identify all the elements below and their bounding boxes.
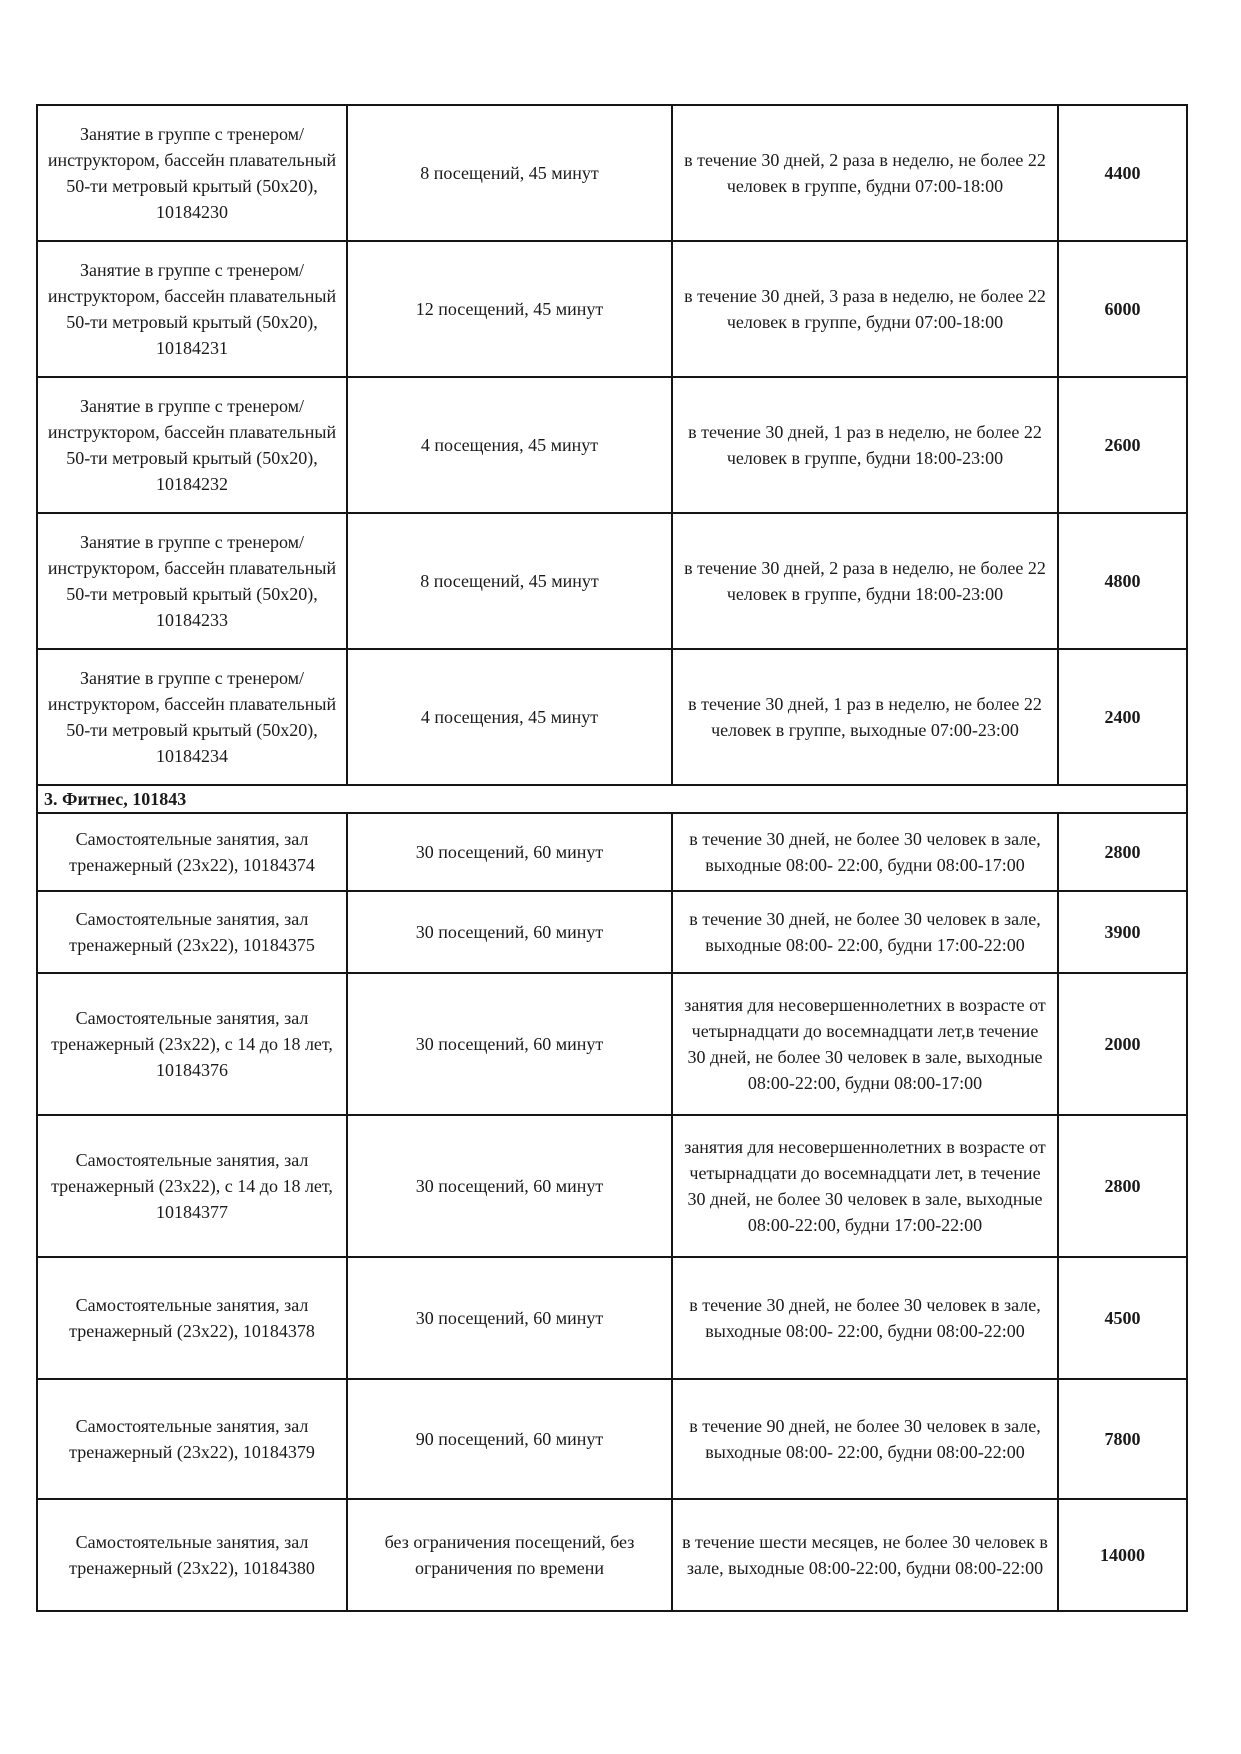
service-name-cell: Занятие в группе с тренером/инструктором, бассейн плавательный 50-ти метровый крытый (50х20), 10184233	[37, 513, 347, 649]
conditions-cell: занятия для несовершеннолетних в возрасте от четырнадцати до восемнадцати лет, в течение 30 дней, не более 30 человек в зале, выходные 08:00-22:00, будни 17:00-22:00	[672, 1115, 1058, 1257]
price-cell: 2400	[1058, 649, 1187, 785]
service-name-cell: Самостоятельные занятия, зал тренажерный (23х22), 10184374	[37, 813, 347, 891]
service-name-cell: Самостоятельные занятия, зал тренажерный (23х22), 10184375	[37, 891, 347, 973]
section-title-fitness: 3. Фитнес, 101843	[37, 785, 1187, 813]
service-name-cell: Занятие в группе с тренером/инструктором, бассейн плавательный 50-ти метровый крытый (50х20), 10184232	[37, 377, 347, 513]
conditions-cell: в течение 30 дней, не более 30 человек в зале, выходные 08:00- 22:00, будни 17:00-22:00	[672, 891, 1058, 973]
price-cell: 4500	[1058, 1257, 1187, 1379]
table-row	[37, 513, 1187, 649]
visits-cell: 30 посещений, 60 минут	[347, 891, 672, 973]
conditions-cell: занятия для несовершеннолетних в возрасте от четырнадцати до восемнадцати лет,в течение 30 дней, не более 30 человек в зале, выходные 08:00-22:00, будни 08:00-17:00	[672, 973, 1058, 1115]
price-cell: 6000	[1058, 241, 1187, 377]
service-name-cell: Самостоятельные занятия, зал тренажерный (23х22), 10184379	[37, 1379, 347, 1499]
table-row	[37, 241, 1187, 377]
table-row	[37, 813, 1187, 891]
table-row	[37, 377, 1187, 513]
table-row	[37, 1379, 1187, 1499]
visits-cell: 30 посещений, 60 минут	[347, 1257, 672, 1379]
visits-cell: 30 посещений, 60 минут	[347, 973, 672, 1115]
conditions-cell: в течение 30 дней, 1 раз в неделю, не более 22 человек в группе, будни 18:00-23:00	[672, 377, 1058, 513]
visits-cell: 8 посещений, 45 минут	[347, 105, 672, 241]
price-table	[36, 104, 1188, 1612]
visits-cell: 8 посещений, 45 минут	[347, 513, 672, 649]
price-cell: 2600	[1058, 377, 1187, 513]
visits-cell: 30 посещений, 60 минут	[347, 1115, 672, 1257]
conditions-cell: в течение 90 дней, не более 30 человек в зале, выходные 08:00- 22:00, будни 08:00-22:00	[672, 1379, 1058, 1499]
conditions-cell: в течение 30 дней, 3 раза в неделю, не более 22 человек в группе, будни 07:00-18:00	[672, 241, 1058, 377]
table-row	[37, 973, 1187, 1115]
visits-cell: 4 посещения, 45 минут	[347, 649, 672, 785]
conditions-cell: в течение шести месяцев, не более 30 человек в зале, выходные 08:00-22:00, будни 08:00-22:00	[672, 1499, 1058, 1611]
conditions-cell: в течение 30 дней, 1 раз в неделю, не более 22 человек в группе, выходные 07:00-23:00	[672, 649, 1058, 785]
price-cell: 3900	[1058, 891, 1187, 973]
price-cell: 4800	[1058, 513, 1187, 649]
price-cell: 2800	[1058, 813, 1187, 891]
table-row	[37, 1499, 1187, 1611]
conditions-cell: в течение 30 дней, 2 раза в неделю, не более 22 человек в группе, будни 18:00-23:00	[672, 513, 1058, 649]
price-cell: 2000	[1058, 973, 1187, 1115]
visits-cell: без ограничения посещений, без ограничения по времени	[347, 1499, 672, 1611]
service-name-cell: Самостоятельные занятия, зал тренажерный (23х22), с 14 до 18 лет, 10184376	[37, 973, 347, 1115]
conditions-cell: в течение 30 дней, не более 30 человек в зале, выходные 08:00- 22:00, будни 08:00-22:00	[672, 1257, 1058, 1379]
table-row	[37, 891, 1187, 973]
table-row	[37, 1257, 1187, 1379]
conditions-cell: в течение 30 дней, 2 раза в неделю, не более 22 человек в группе, будни 07:00-18:00	[672, 105, 1058, 241]
service-name-cell: Занятие в группе с тренером/инструктором, бассейн плавательный 50-ти метровый крытый (50х20), 10184234	[37, 649, 347, 785]
section-header-row	[37, 785, 1187, 813]
table-row	[37, 649, 1187, 785]
price-cell: 14000	[1058, 1499, 1187, 1611]
visits-cell: 12 посещений, 45 минут	[347, 241, 672, 377]
price-cell: 4400	[1058, 105, 1187, 241]
visits-cell: 4 посещения, 45 минут	[347, 377, 672, 513]
visits-cell: 30 посещений, 60 минут	[347, 813, 672, 891]
price-cell: 2800	[1058, 1115, 1187, 1257]
service-name-cell: Самостоятельные занятия, зал тренажерный (23х22), 10184380	[37, 1499, 347, 1611]
conditions-cell: в течение 30 дней, не более 30 человек в зале, выходные 08:00- 22:00, будни 08:00-17:00	[672, 813, 1058, 891]
visits-cell: 90 посещений, 60 минут	[347, 1379, 672, 1499]
service-name-cell: Занятие в группе с тренером/инструктором, бассейн плавательный 50-ти метровый крытый (50х20), 10184230	[37, 105, 347, 241]
service-name-cell: Занятие в группе с тренером/инструктором, бассейн плавательный 50-ти метровый крытый (50х20), 10184231	[37, 241, 347, 377]
table-row	[37, 1115, 1187, 1257]
table-row	[37, 105, 1187, 241]
service-name-cell: Самостоятельные занятия, зал тренажерный (23х22), с 14 до 18 лет, 10184377	[37, 1115, 347, 1257]
price-cell: 7800	[1058, 1379, 1187, 1499]
service-name-cell: Самостоятельные занятия, зал тренажерный (23х22), 10184378	[37, 1257, 347, 1379]
